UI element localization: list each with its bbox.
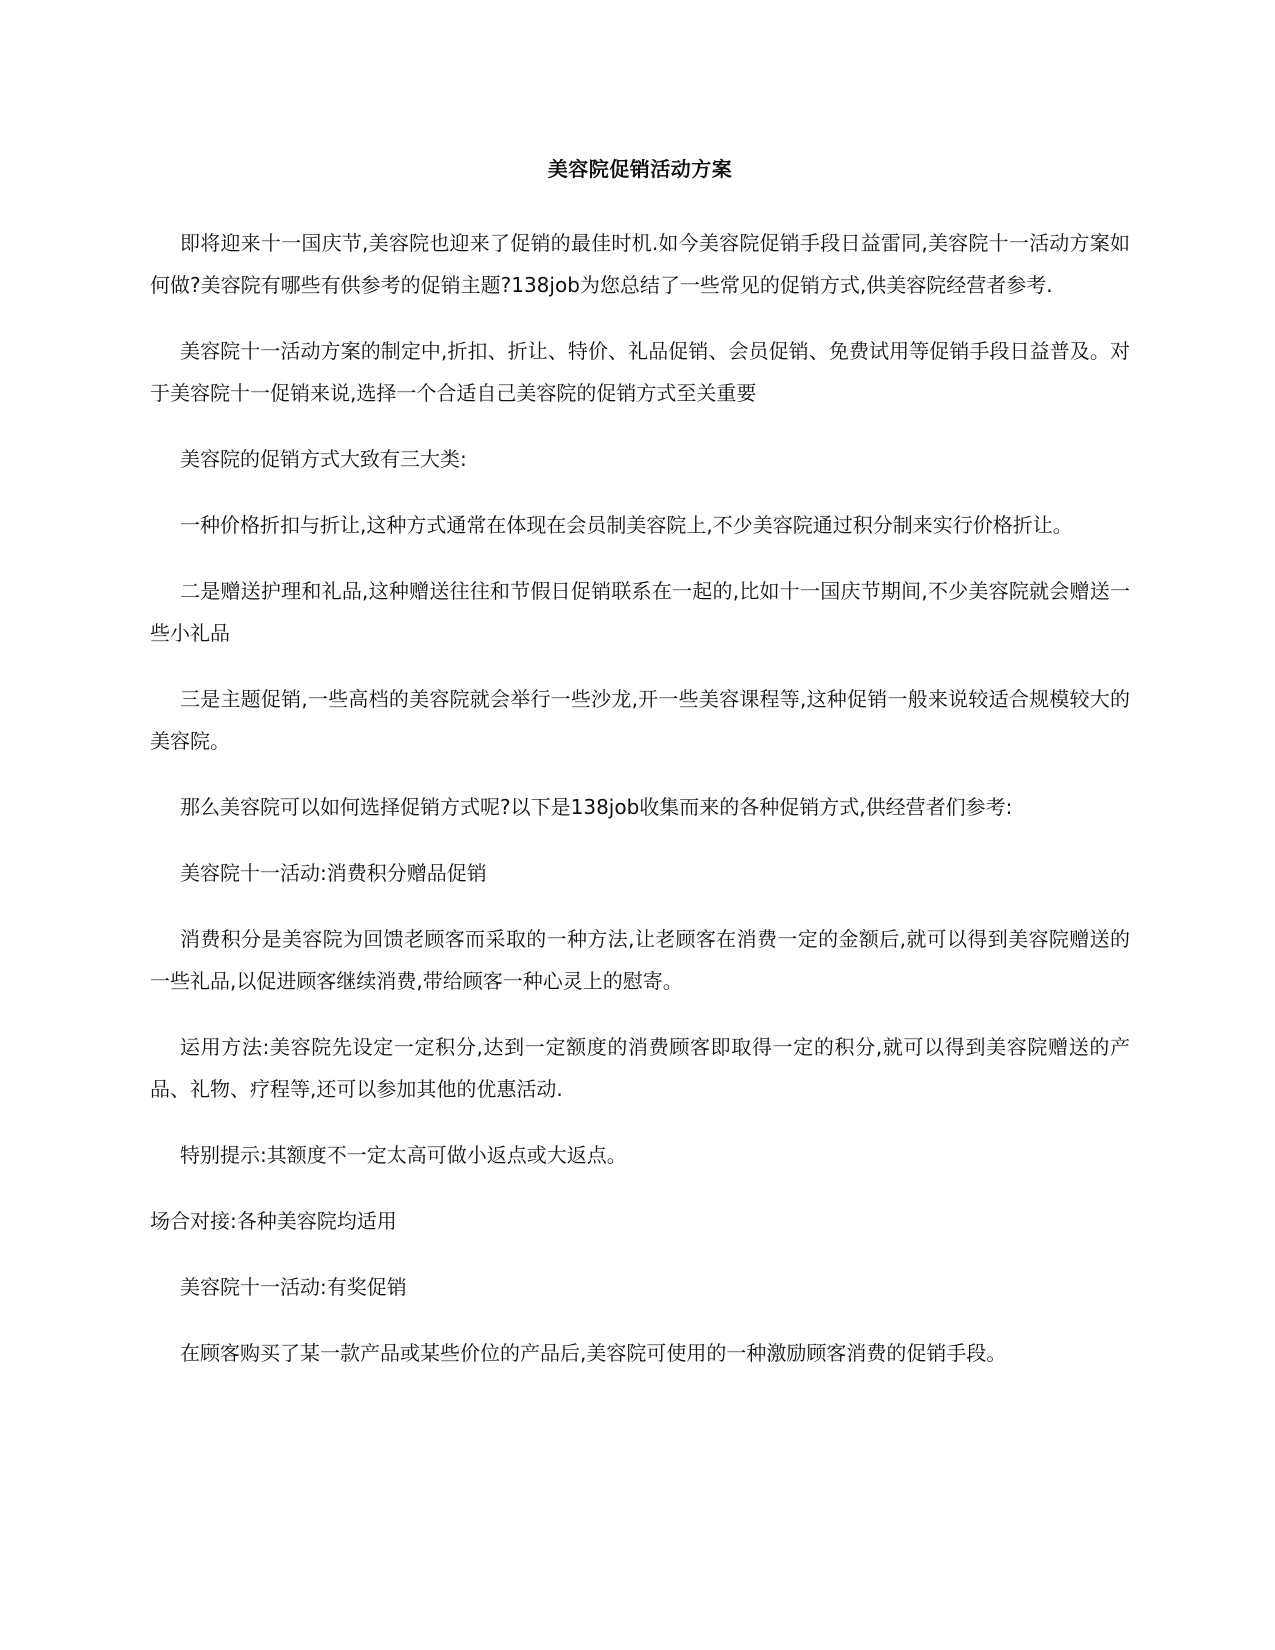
section-heading-points: 美容院十一活动:消费积分赠品促销 xyxy=(180,861,487,885)
paragraph-how-to-choose: 那么美容院可以如何选择促销方式呢?以下是138job收集而来的各种促销方式,供经营者们参考: xyxy=(180,795,1013,819)
paragraph-type-gifts: 二是赠送护理和礼品,这种赠送往往和节假日促销联系在一起的,比如十一国庆节期间,不少美容院就会赠送一些小礼品 xyxy=(150,579,1130,645)
document-title: 美容院促销活动方案 xyxy=(547,157,733,181)
paragraph-three-types: 美容院的促销方式大致有三大类: xyxy=(180,447,467,471)
document-page xyxy=(150,140,1130,1398)
paragraph-points-scope: 场合对接:各种美容院均适用 xyxy=(150,1209,397,1233)
paragraph-plan-methods: 美容院十一活动方案的制定中,折扣、折让、特价、礼品促销、会员促销、免费试用等促销手段日益普及。对于美容院十一促销来说,选择一个合适自己美容院的促销方式至关重要 xyxy=(150,339,1130,405)
section-heading-prize: 美容院十一活动:有奖促销 xyxy=(180,1275,407,1299)
paragraph-prize-desc: 在顾客购买了某一款产品或某些价位的产品后,美容院可使用的一种激励顾客消费的促销手段。 xyxy=(180,1341,1007,1365)
paragraph-points-tip: 特别提示:其额度不一定太高可做小返点或大返点。 xyxy=(180,1143,627,1167)
paragraph-intro: 即将迎来十一国庆节,美容院也迎来了促销的最佳时机.如今美容院促销手段日益雷同,美容院十一活动方案如何做?美容院有哪些有供参考的促销主题?138job为您总结了一些常见的促销方式,供美容院经营者参考. xyxy=(150,231,1130,297)
paragraph-points-method: 运用方法:美容院先设定一定积分,达到一定额度的消费顾客即取得一定的积分,就可以得到美容院赠送的产品、礼物、疗程等,还可以参加其他的优惠活动. xyxy=(150,1035,1130,1101)
paragraph-type-discount: 一种价格折扣与折让,这种方式通常在体现在会员制美容院上,不少美容院通过积分制来实行价格折让。 xyxy=(180,513,1073,537)
paragraph-points-desc: 消费积分是美容院为回馈老顾客而采取的一种方法,让老顾客在消费一定的金额后,就可以得到美容院赠送的一些礼品,以促进顾客继续消费,带给顾客一种心灵上的慰寄。 xyxy=(150,927,1130,993)
paragraph-type-theme: 三是主题促销,一些高档的美容院就会举行一些沙龙,开一些美容课程等,这种促销一般来说较适合规模较大的美容院。 xyxy=(150,687,1130,753)
